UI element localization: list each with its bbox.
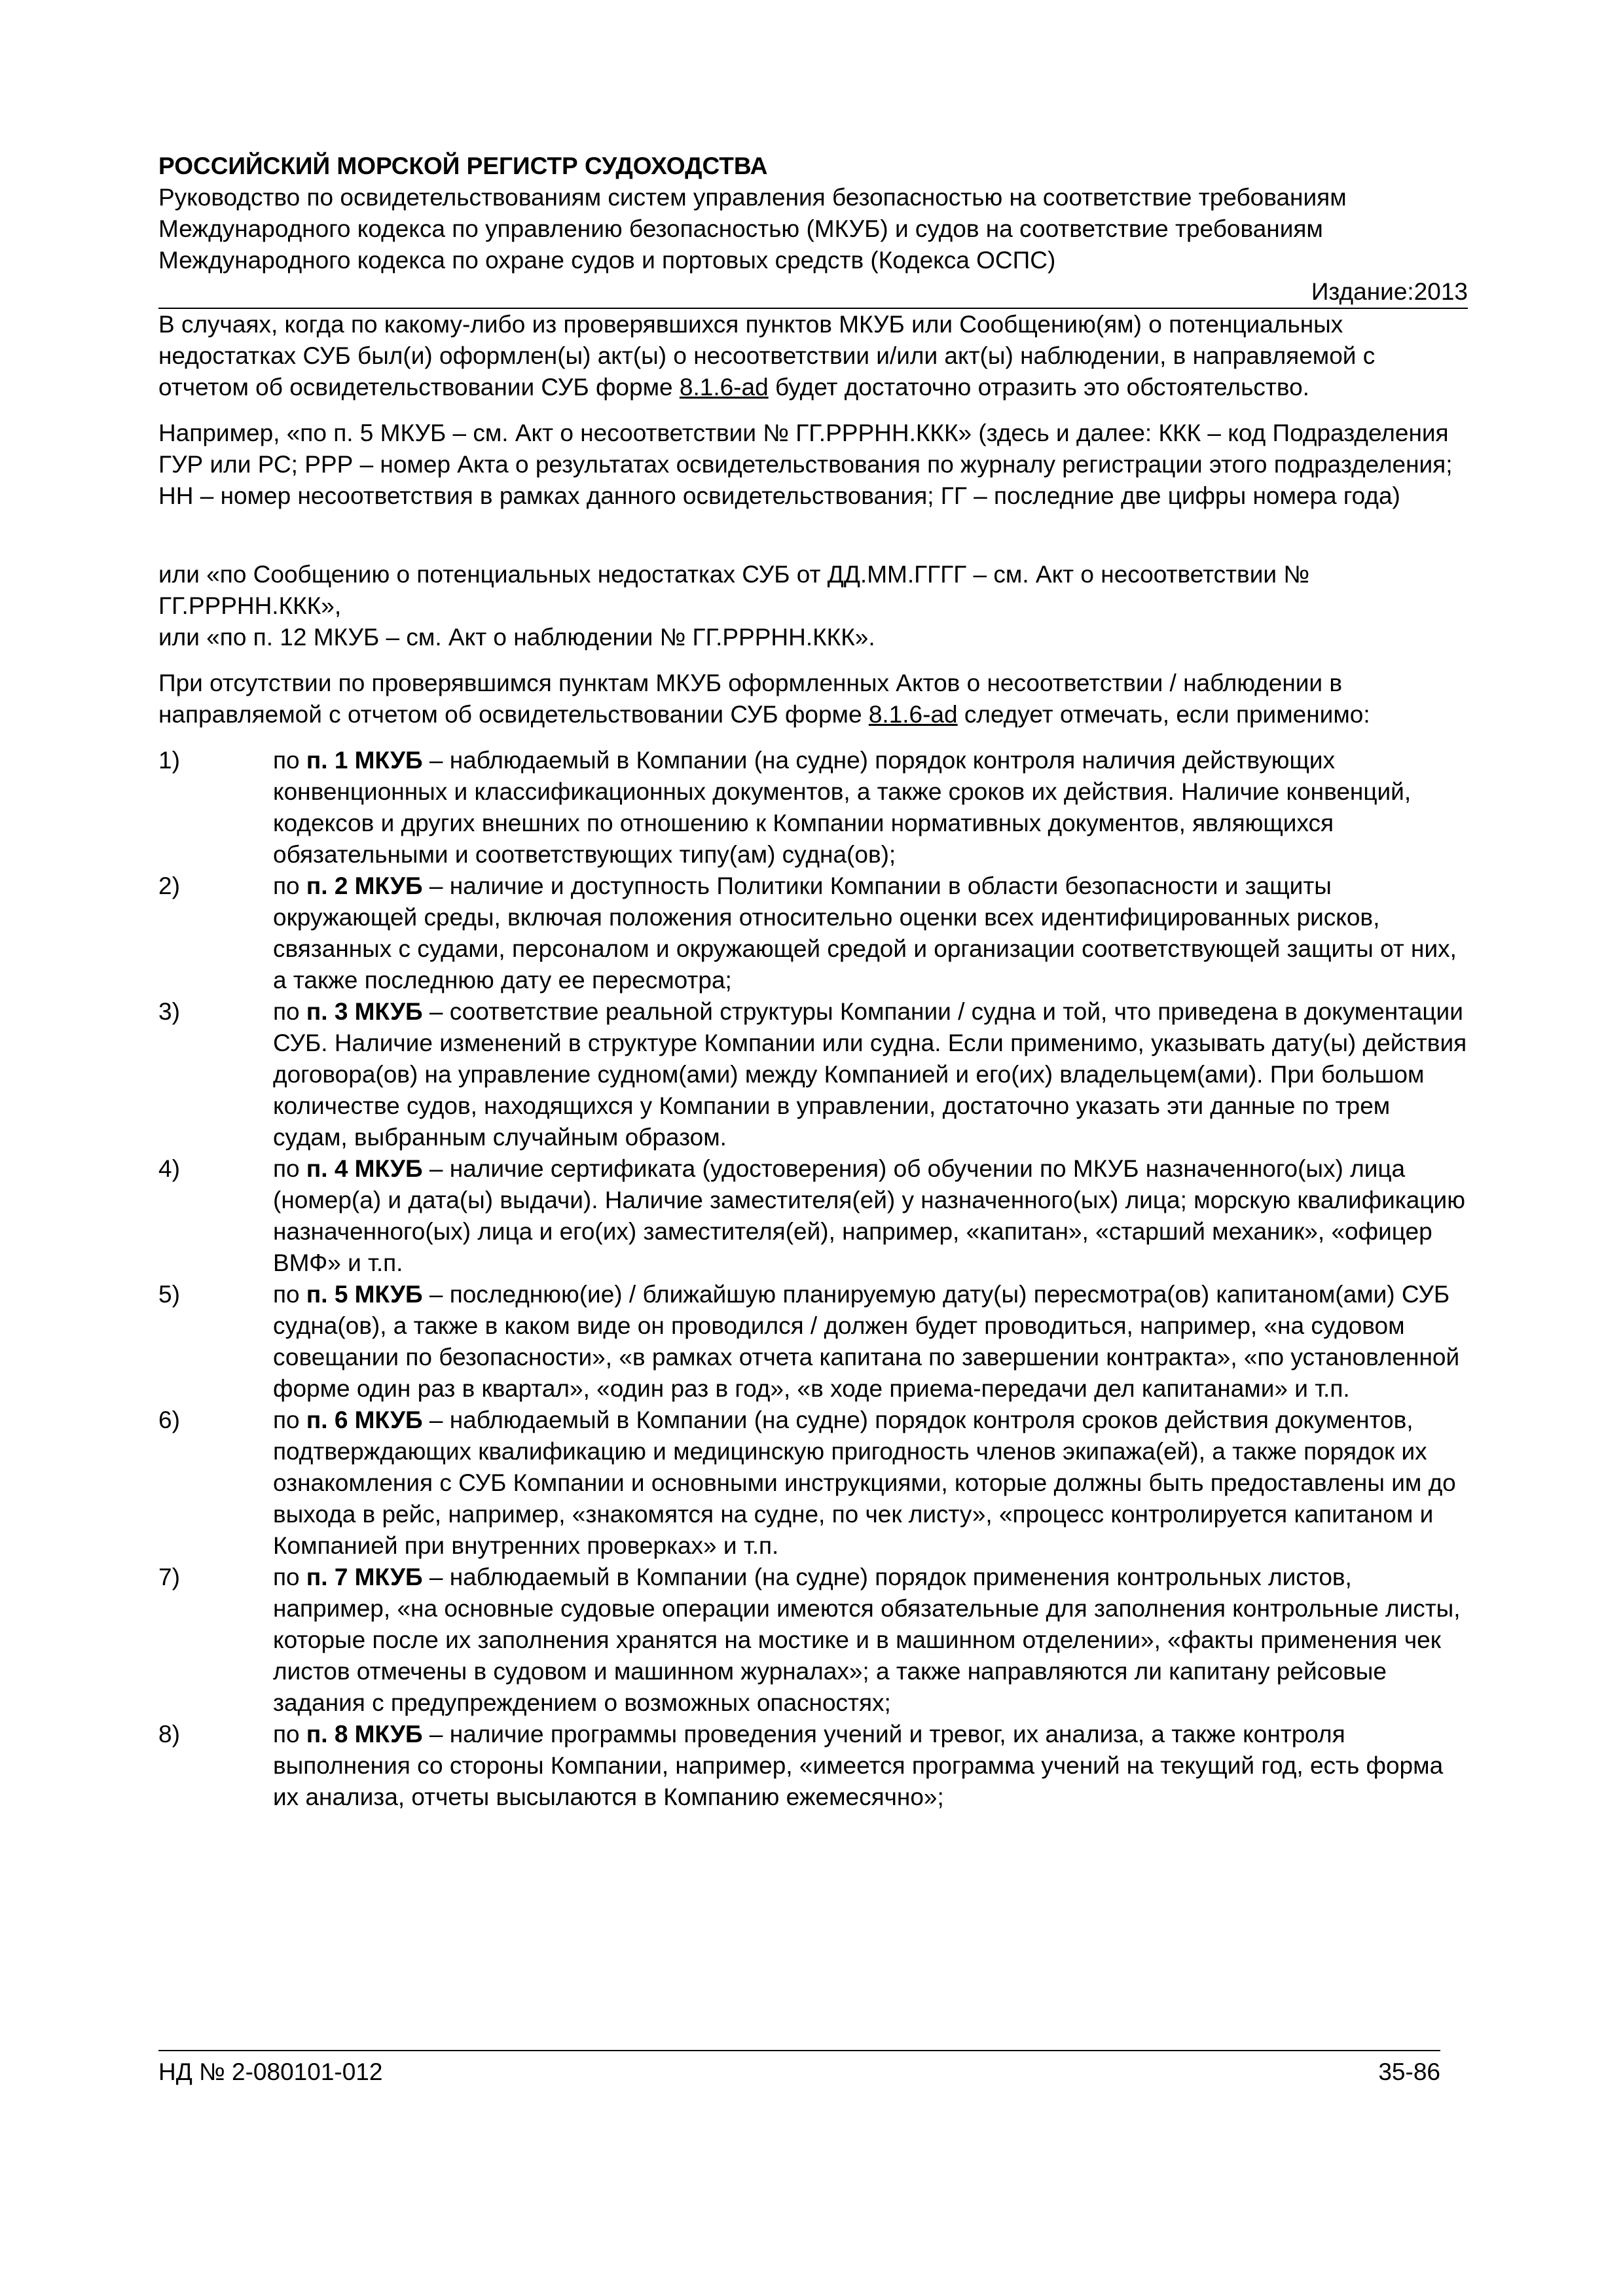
document-subtitle: Руководство по освидетельствованиям систем управления безопасностью на соответствие требованиям Международного кодекса по управлению безопасностью (МКУБ) и судов на соответствие требованиям Международного кодекса по охране судов и портовых средств (Кодекса ОСПС) xyxy=(158,184,1347,274)
list-item: 5) по п. 5 МКУБ – последнюю(ие) / ближайшую планируемую дату(ы) пересмотра(ов) капитаном(ами) СУБ судна(ов), а также в каком виде он проводился / должен будет проводиться, например, «на судовом совещании по безопасности», «в рамках отчета капитана по завершении контракта», «по установленной форме один раз в квартал», «один раз в год», «в ходе приема-передачи дел капитанами» и т.п. xyxy=(158,1281,1460,1402)
list-item: 1) по п. 1 МКУБ – наблюдаемый в Компании (на судне) порядок контроля наличия действующих конвенционных и классификационных документов, а также сроков их действия. Наличие конвенций, кодексов и других внешних по отношению к Компании нормативных документов, являющихся обязательными и соответствующих типу(ам) судна(ов); xyxy=(158,747,1412,868)
list-item: 7) по п. 7 МКУБ – наблюдаемый в Компании (на судне) порядок применения контрольных листов, например, «на основные судовые операции имеются обязательные для заполнения контрольные листы, которые после их заполнения хранятся на мостике и в машинном отделении», «факты применения чек листов отмечены в судовом и машинном журналах»; а также направляются ли капитану рейсовые задания с предупреждением о возможных опасностях; xyxy=(158,1564,1461,1716)
list-item: 4) по п. 4 МКУБ – наличие сертификата (удостоверения) об обучении по МКУБ назначенного(ых) лица (номер(а) и дата(ы) выдачи). Наличие заместителя(ей) у назначенного(ых) лица; морскую квалификацию назначенного(ых) лица и его(их) заместителя(ей), например, «капитан», «старший механик», «офицер ВМФ» и т.п. xyxy=(158,1155,1465,1276)
page-number: 35-86 xyxy=(1378,2058,1440,2085)
spacer xyxy=(158,526,1468,559)
list-item: 6) по п. 6 МКУБ – наблюдаемый в Компании (на судне) порядок контроля сроков действия документов, подтверждающих квалификацию и медицинскую пригодность членов экипажа(ей), а также порядок их ознакомления с СУБ Компании и основными инструкциями, которые должны быть предоставлены им до выхода в рейс, например, «знакомятся на судне, по чек листу», «процесс контролируется капитаном и Компанией при внутренних проверках» и т.п. xyxy=(158,1407,1456,1559)
paragraph-3: или «по Сообщению о потенциальных недостатках СУБ от ДД.ММ.ГГГГ – см. Акт о несоответствии № ГГ.РРРНН.ККК», или «по п. 12 МКУБ – см. Акт о наблюдении № ГГ.РРРНН.ККК». xyxy=(158,561,1310,651)
edition-label: Издание:2013 xyxy=(158,276,1468,309)
document-header xyxy=(158,151,1468,309)
document-page xyxy=(158,151,1468,1813)
organization-title: РОССИЙСКИЙ МОРСКОЙ РЕГИСТР СУДОХОДСТВА xyxy=(158,152,768,179)
document-body xyxy=(158,309,1468,1813)
list-item: 8) по п. 8 МКУБ – наличие программы проведения учений и тревог, их анализа, а также контроля выполнения со стороны Компании, например, «имеется программа учений на текущий год, есть форма их анализа, отчеты высылаются в Компанию ежемесячно»; xyxy=(158,1721,1444,1810)
document-number: НД № 2-080101-012 xyxy=(158,2058,383,2085)
paragraph-4: При отсутствии по проверявшимся пунктам МКУБ оформленных Актов о несоответствии / наблюдении в направляемой с отчетом об освидетельствовании СУБ форме 8.1.6-ad следует отмечать, если применимо: xyxy=(158,670,1370,728)
page-footer xyxy=(158,2050,1440,2088)
numbered-list xyxy=(158,745,1468,1813)
list-item: 3) по п. 3 МКУБ – соответствие реальной структуры Компании / судна и той, что приведена в документации СУБ. Наличие изменений в структуре Компании или судна. Если применимо, указывать дату(ы) действия договора(ов) на управление судном(ами) между Компанией и его(их) владельцем(ами). При большом количестве судов, находящихся у Компании в управлении, достаточно указать эти данные по трем судам, выбранным случайным образом. xyxy=(158,998,1467,1151)
form-link[interactable]: 8.1.6-ad xyxy=(679,374,769,401)
list-item: 2) по п. 2 МКУБ – наличие и доступность Политики Компании в области безопасности и защиты окружающей среды, включая положения относительно оценки всех идентифицированных рисков, связанных с судами, персоналом и окружающей средой и организации соответствующей защиты от них, а также последнюю дату ее пересмотра; xyxy=(158,872,1457,994)
paragraph-2: Например, «по п. 5 МКУБ – см. Акт о несоответствии № ГГ.РРРНН.ККК» (здесь и далее: ККК – код Подразделения ГУР или РС; РРР – номер Акта о результатах освидетельствования по журналу регистрации этого подразделения; НН – номер несоответствия в рамках данного освидетельствования; ГГ – последние две цифры номера года) xyxy=(158,420,1453,509)
paragraph-1: В случаях, когда по какому-либо из проверявшихся пунктов МКУБ или Сообщению(ям) о потенциальных недостатках СУБ был(и) оформлен(ы) акт(ы) о несоответствии и/или акт(ы) наблюдении, в направляемой с отчетом об освидетельствовании СУБ форме 8.1.6-ad будет достаточно отразить это обстоятельство. xyxy=(158,311,1376,401)
form-link[interactable]: 8.1.6-ad xyxy=(868,701,958,728)
